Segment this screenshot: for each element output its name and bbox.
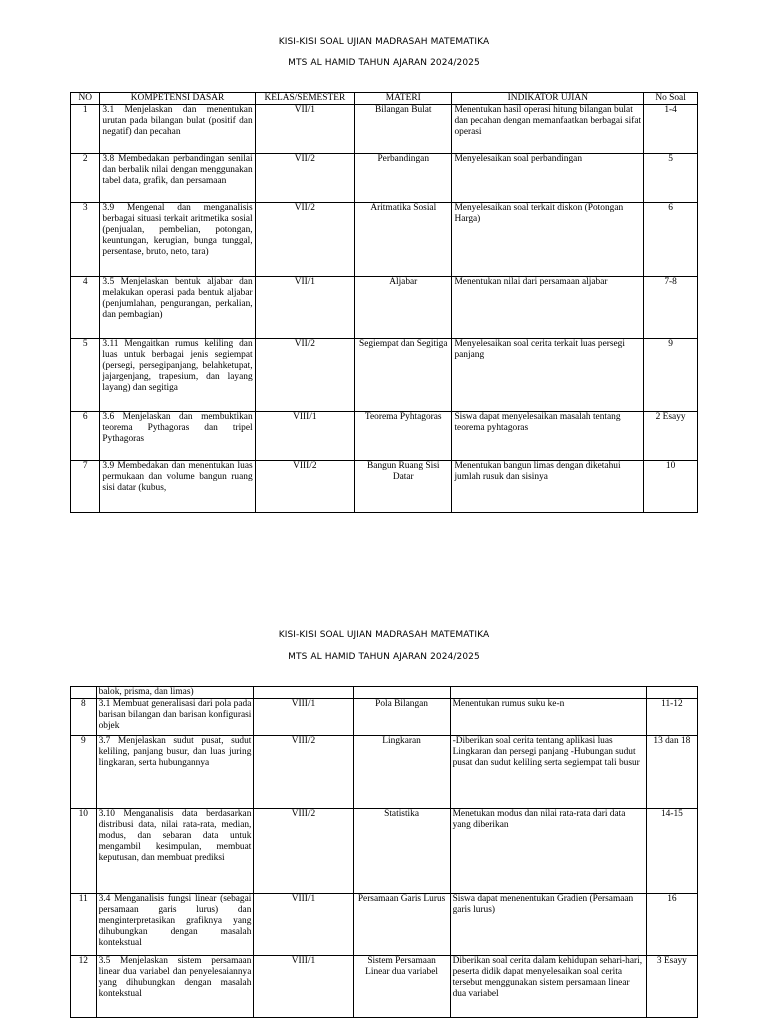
row-no: 1 [71, 105, 100, 154]
row-no: 11 [71, 894, 97, 956]
row-no-soal: 5 [644, 154, 698, 203]
row-kompetensi-dasar: 3.1 Menjelaskan dan menentukan urutan pada bilangan bulat (positif dan negatif) dan pecahan [100, 105, 255, 154]
document-page-2 [0, 596, 768, 1024]
header-no-soal: No Soal [644, 93, 698, 105]
row-indikator: Siswa dapat menenentukan Gradien (Persamaan garis lurus) [450, 894, 646, 956]
row-kompetensi-dasar: 3.9 Mengenal dan menganalisis berbagai situasi terkait aritmetika sosial (penjualan, pembelian, potongan, keuntungan, kerugian, bunga tunggal, persentase, bruto, neto, tara) [100, 203, 255, 277]
row-indikator: Siswa dapat menyelesaikan masalah tentang teorema pyhtagoras [452, 412, 644, 461]
row-materi [353, 687, 450, 699]
row-indikator: Menyelesaikan soal cerita terkait luas persegi panjang [452, 339, 644, 412]
row-no-soal: 3 Esayy [646, 956, 697, 1018]
row-kelas-semester: VII/2 [255, 339, 354, 412]
row-no: 3 [71, 203, 100, 277]
row-kelas-semester: VII/1 [255, 277, 354, 339]
row-materi: Bangun Ruang Sisi Datar [355, 461, 452, 513]
row-materi: Sistem Persamaan Linear dua variabel [353, 956, 450, 1018]
page-title: KISI-KISI SOAL UJIAN MADRASAH MATEMATIKA [278, 37, 490, 47]
row-no: 6 [71, 412, 100, 461]
row-kompetensi-dasar: 3.9 Membedakan dan menentukan luas permukaan dan volume bangun ruang sisi datar (kubus, [100, 461, 255, 513]
row-materi: Persamaan Garis Lurus [353, 894, 450, 956]
page-subtitle: MTS AL HAMID TAHUN AJARAN 2024/2025 [288, 58, 480, 68]
row-materi: Pola Bilangan [353, 699, 450, 736]
row-kelas-semester: VII/2 [255, 203, 354, 277]
row-materi: Lingkaran [353, 736, 450, 809]
row-no-soal: 6 [644, 203, 698, 277]
header-no: NO [71, 93, 100, 105]
row-materi: Perbandingan [355, 154, 452, 203]
table-row [71, 203, 698, 277]
row-no-soal: 13 dan 18 [646, 736, 697, 809]
row-no: 10 [71, 809, 97, 894]
header-indikator-ujian: INDIKATOR UJIAN [452, 93, 644, 105]
row-indikator: Menentukan bangun limas dengan diketahui jumlah rusuk dan sisinya [452, 461, 644, 513]
row-materi: Teorema Pyhtagoras [355, 412, 452, 461]
row-materi: Statistika [353, 809, 450, 894]
table-row [71, 277, 698, 339]
row-no: 2 [71, 154, 100, 203]
row-no-soal: 7-8 [644, 277, 698, 339]
table-header-row [71, 93, 698, 105]
row-indikator: Menetukan modus dan nilai rata-rata dari data yang diberikan [450, 809, 646, 894]
row-kelas-semester: VIII/1 [254, 894, 353, 956]
row-kompetensi-dasar: balok, prisma, dan limas) [96, 687, 254, 699]
row-kompetensi-dasar: 3.10 Menganalisis data berdasarkan distribusi data, nilai rata-rata, median, modus, dan sebaran data untuk mengambil kesimpulan, membuat keputusan, dan membuat prediksi [96, 809, 254, 894]
row-kompetensi-dasar: 3.6 Menjelaskan dan membuktikan teorema Pythagoras dan tripel Pythagoras [100, 412, 255, 461]
kisi-kisi-table-continued [70, 686, 698, 1018]
page-title: KISI-KISI SOAL UJIAN MADRASAH MATEMATIKA [278, 630, 490, 640]
row-kelas-semester [254, 687, 353, 699]
row-kelas-semester: VII/2 [255, 154, 354, 203]
table-row [71, 699, 698, 736]
row-no-soal: 2 Esayy [644, 412, 698, 461]
row-no-soal [646, 687, 697, 699]
kisi-kisi-table [70, 92, 698, 513]
row-kompetensi-dasar: 3.7 Menjelaskan sudut pusat, sudut keliling, panjang busur, dan luas juring lingkaran, serta hubungannya [96, 736, 254, 809]
row-kompetensi-dasar: 3.5 Menjelaskan sistem persamaan linear dua variabel dan penyelesaiannya yang dihubungkan dengan masalah kontekstual [96, 956, 254, 1018]
row-materi: Bilangan Bulat [355, 105, 452, 154]
row-materi: Aritmatika Sosial [355, 203, 452, 277]
row-no-soal: 11-12 [646, 699, 697, 736]
table-row [71, 736, 698, 809]
row-kelas-semester: VIII/2 [255, 461, 354, 513]
row-indikator: Diberikan soal cerita dalam kehidupan sehari-hari, peserta didik dapat menyelesaikan soal cerita tersebut menggunakan sistem persamaan linear dua variabel [450, 956, 646, 1018]
table-row [71, 339, 698, 412]
row-no: 12 [71, 956, 97, 1018]
row-kelas-semester: VIII/1 [255, 412, 354, 461]
table-row [71, 154, 698, 203]
header-kelas-semester: KELAS/SEMESTER [255, 93, 354, 105]
row-materi: Segiempat dan Segitiga [355, 339, 452, 412]
row-kelas-semester: VII/1 [255, 105, 354, 154]
row-kompetensi-dasar: 3.5 Menjelaskan bentuk aljabar dan melakukan operasi pada bentuk aljabar (penjumlahan, pengurangan, perkalian, dan pembagian) [100, 277, 255, 339]
row-indikator: Menentukan hasil operasi hitung bilangan bulat dan pecahan dengan memanfaatkan berbagai sifat operasi [452, 105, 644, 154]
row-indikator: -Diberikan soal cerita tentang aplikasi luas Lingkaran dan persegi panjang -Hubungan sudut pusat dan sudut keliling serta segiempat tali busur [450, 736, 646, 809]
row-no: 9 [71, 736, 97, 809]
row-kelas-semester: VIII/1 [254, 956, 353, 1018]
row-indikator: Menyelesaikan soal terkait diskon (Potongan Harga) [452, 203, 644, 277]
row-kompetensi-dasar: 3.8 Membedakan perbandingan senilai dan berbalik nilai dengan menggunakan tabel data, grafik, dan persamaan [100, 154, 255, 203]
row-indikator: Menentukan rumus suku ke-n [450, 699, 646, 736]
table-row [71, 412, 698, 461]
table-row [71, 809, 698, 894]
row-kompetensi-dasar: 3.11 Mengaitkan rumus keliling dan luas untuk berbagai jenis segiempat (persegi, persegipanjang, belahketupat, jajargenjang, trapesium, dan layang layang) dan segitiga [100, 339, 255, 412]
row-no-soal: 9 [644, 339, 698, 412]
row-indikator: Menyelesaikan soal perbandingan [452, 154, 644, 203]
row-no: 7 [71, 461, 100, 513]
table-row [71, 894, 698, 956]
row-no-soal: 14-15 [646, 809, 697, 894]
page-subtitle: MTS AL HAMID TAHUN AJARAN 2024/2025 [288, 652, 480, 662]
row-kelas-semester: VIII/2 [254, 809, 353, 894]
row-no: 5 [71, 339, 100, 412]
row-no [71, 687, 97, 699]
row-no-soal: 1-4 [644, 105, 698, 154]
row-materi: Aljabar [355, 277, 452, 339]
row-kelas-semester: VIII/2 [254, 736, 353, 809]
row-indikator: Menentukan nilai dari persamaan aljabar [452, 277, 644, 339]
row-no: 8 [71, 699, 97, 736]
table-row [71, 461, 698, 513]
header-materi: MATERI [355, 93, 452, 105]
row-indikator [450, 687, 646, 699]
header-kompetensi-dasar: KOMPETENSI DASAR [100, 93, 255, 105]
row-no-soal: 16 [646, 894, 697, 956]
table-row [71, 956, 698, 1018]
row-kelas-semester: VIII/1 [254, 699, 353, 736]
row-kompetensi-dasar: 3.4 Menganalisis fungsi linear (sebagai persamaan garis lurus) dan menginterpretasikan grafiknya yang dihubungkan dengan masalah kontekstual [96, 894, 254, 956]
row-no: 4 [71, 277, 100, 339]
table-row [71, 105, 698, 154]
row-kompetensi-dasar: 3.1 Membuat generalisasi dari pola pada barisan bilangan dan barisan konfigurasi objek [96, 699, 254, 736]
table-row [71, 687, 698, 699]
row-no-soal: 10 [644, 461, 698, 513]
